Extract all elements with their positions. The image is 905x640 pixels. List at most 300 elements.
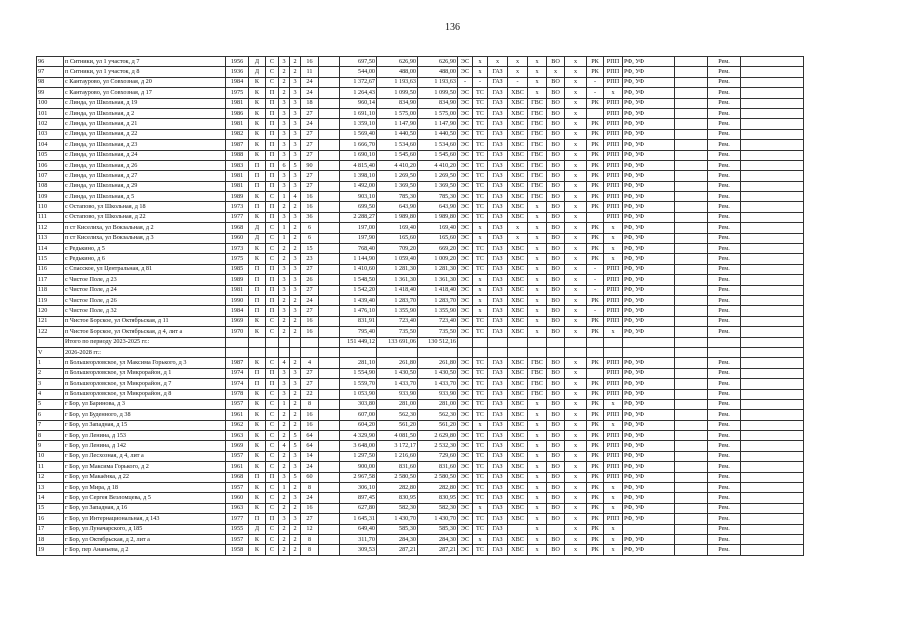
- cell-cold-water: ХВС: [508, 129, 528, 139]
- cell-repair-type: Рем.: [708, 77, 741, 87]
- cell-group: С: [266, 358, 279, 368]
- cell-total-area: 1 053,90: [340, 389, 377, 399]
- cell-roof-repair: РК: [587, 493, 604, 503]
- cell-cold-water: ХВС: [508, 202, 528, 212]
- cell-group: С: [266, 389, 279, 399]
- cell-sewerage: ВО: [547, 264, 565, 274]
- cell-cold-water: ХВС: [508, 181, 528, 191]
- cell-repair-type: Рем.: [708, 67, 741, 77]
- cell-note: [741, 441, 804, 451]
- cell-row-number: 104: [37, 140, 64, 150]
- table-row: [37, 337, 804, 347]
- cell-hot-water: х: [528, 399, 547, 409]
- cell-note: [741, 295, 804, 305]
- cell-note: [741, 399, 804, 409]
- cell-total-area: 1 542,20: [340, 285, 377, 295]
- cell-total-area: 197,90: [340, 233, 377, 243]
- table-row: [37, 462, 804, 472]
- cell-apartments: 27: [301, 306, 319, 316]
- cell-note: [741, 347, 804, 357]
- cell-floors: 2: [279, 493, 290, 503]
- cell-living-area: 830,95: [377, 493, 418, 503]
- cell-spare: [319, 545, 340, 555]
- cell-address: с Линда, ул Школьная, д 5: [64, 192, 226, 202]
- cell-repair-type: Рем.: [708, 295, 741, 305]
- cell-spare: [319, 202, 340, 212]
- cell-note: [741, 285, 804, 295]
- cell-funding-source: РФ, УФ: [623, 379, 675, 389]
- cell-row-number: 110: [37, 202, 64, 212]
- cell-wall-material: П: [249, 202, 266, 212]
- cell-funding-source: РФ, УФ: [623, 368, 675, 378]
- cell-sewerage: ВО: [547, 254, 565, 264]
- cell-row-number: 119: [37, 295, 64, 305]
- cell-residential-area: 1 147,90: [418, 119, 458, 129]
- cell-heating: х: [473, 295, 488, 305]
- cell-wall-material: [249, 337, 266, 347]
- cell-power-supply: ЭС: [458, 244, 473, 254]
- cell-living-area: 834,90: [377, 98, 418, 108]
- table-row: [37, 244, 804, 254]
- cell-apartments: 14: [301, 451, 319, 461]
- cell-sewerage: ВО: [547, 472, 565, 482]
- cell-spare-2: [675, 244, 708, 254]
- cell-living-area: 1 534,60: [377, 140, 418, 150]
- cell-heating: ТС: [473, 98, 488, 108]
- cell-floors: 3: [279, 108, 290, 118]
- cell-cold-water: ХВС: [508, 503, 528, 513]
- cell-wall-material: К: [249, 254, 266, 264]
- cell-sewerage: ВО: [547, 389, 565, 399]
- cell-funding-source: РФ, УФ: [623, 223, 675, 233]
- cell-funding-source: РФ, УФ: [623, 150, 675, 160]
- cell-residential-area: 284,30: [418, 534, 458, 544]
- cell-note: [741, 171, 804, 181]
- cell-spare: [319, 140, 340, 150]
- cell-build-year: 1981: [226, 285, 249, 295]
- cell-residential-area: 1 418,40: [418, 285, 458, 295]
- cell-build-year: 1977: [226, 212, 249, 222]
- cell-note: [741, 545, 804, 555]
- cell-facade-repair: РПП: [604, 171, 623, 181]
- cell-spare-2: [675, 503, 708, 513]
- cell-group: П: [266, 306, 279, 316]
- cell-gas: ГАЗ: [488, 67, 508, 77]
- cell-cold-water: ХВС: [508, 316, 528, 326]
- cell-facade-repair: РПП: [604, 410, 623, 420]
- cell-funding-source: РФ, УФ: [623, 295, 675, 305]
- cell-note: [741, 150, 804, 160]
- cell-spare: [319, 441, 340, 451]
- cell-hot-water: х: [528, 410, 547, 420]
- cell-spare: [319, 379, 340, 389]
- cell-hot-water: х: [528, 483, 547, 493]
- cell-build-year: 1960: [226, 493, 249, 503]
- cell-build-year: 1973: [226, 244, 249, 254]
- cell-wall-material: К: [249, 410, 266, 420]
- cell-funding-source: РФ, УФ: [623, 202, 675, 212]
- cell-extra: х: [565, 545, 587, 555]
- cell-address: с Остапово, ул Школьная, д 22: [64, 212, 226, 222]
- cell-row-number: 8: [37, 431, 64, 441]
- cell-floors: 2: [279, 77, 290, 87]
- cell-address: с Кантаурово, ул Совхозная, д 20: [64, 77, 226, 87]
- cell-repair-type: Рем.: [708, 192, 741, 202]
- cell-floors: 1: [279, 223, 290, 233]
- cell-power-supply: ЭС: [458, 483, 473, 493]
- cell-note: [741, 140, 804, 150]
- cell-funding-source: РФ, УФ: [623, 264, 675, 274]
- cell-apartments: 60: [301, 472, 319, 482]
- cell-spare: [319, 181, 340, 191]
- cell-group: П: [266, 379, 279, 389]
- cell-note: [741, 57, 804, 67]
- cell-hot-water: [528, 347, 547, 357]
- cell-floors: 2: [279, 545, 290, 555]
- table-row: [37, 171, 804, 181]
- cell-roof-repair: -: [587, 285, 604, 295]
- cell-note: [741, 483, 804, 493]
- cell-power-supply: ЭС: [458, 327, 473, 337]
- cell-sewerage: [547, 347, 565, 357]
- cell-wall-material: К: [249, 483, 266, 493]
- cell-roof-repair: РК: [587, 441, 604, 451]
- cell-build-year: 1987: [226, 140, 249, 150]
- cell-total-area: 151 449,12: [340, 337, 377, 347]
- cell-cold-water: ХВС: [508, 431, 528, 441]
- cell-wall-material: К: [249, 389, 266, 399]
- cell-entrances: 3: [290, 306, 301, 316]
- table-row: [37, 379, 804, 389]
- cell-spare-2: [675, 285, 708, 295]
- cell-floors: 2: [279, 88, 290, 98]
- cell-group: С: [266, 545, 279, 555]
- cell-cold-water: ХВС: [508, 212, 528, 222]
- cell-apartments: 27: [301, 514, 319, 524]
- cell-group: С: [266, 451, 279, 461]
- cell-sewerage: ВО: [547, 57, 565, 67]
- cell-cold-water: -: [508, 77, 528, 87]
- cell-facade-repair: РПП: [604, 431, 623, 441]
- cell-heating: ТС: [473, 171, 488, 181]
- cell-living-area: 287,21: [377, 545, 418, 555]
- cell-repair-type: Рем.: [708, 57, 741, 67]
- cell-spare: [319, 244, 340, 254]
- cell-total-area: 2 288,27: [340, 212, 377, 222]
- cell-power-supply: ЭС: [458, 181, 473, 191]
- cell-total-area: 795,40: [340, 327, 377, 337]
- cell-power-supply: ЭС: [458, 534, 473, 544]
- cell-address: г Бор, ул Западная, д 15: [64, 420, 226, 430]
- cell-floors: [279, 337, 290, 347]
- cell-roof-repair: РК: [587, 431, 604, 441]
- cell-heating: х: [473, 306, 488, 316]
- cell-wall-material: П: [249, 275, 266, 285]
- cell-wall-material: К: [249, 503, 266, 513]
- cell-row-number: 109: [37, 192, 64, 202]
- cell-facade-repair: РПП: [604, 192, 623, 202]
- cell-wall-material: Д: [249, 57, 266, 67]
- cell-facade-repair: РПП: [604, 295, 623, 305]
- cell-build-year: 1983: [226, 160, 249, 170]
- cell-wall-material: К: [249, 316, 266, 326]
- cell-note: [741, 389, 804, 399]
- cell-repair-type: Рем.: [708, 129, 741, 139]
- cell-extra: х: [565, 264, 587, 274]
- cell-apartments: 18: [301, 98, 319, 108]
- cell-roof-repair: РК: [587, 98, 604, 108]
- cell-floors: 3: [279, 514, 290, 524]
- cell-roof-repair: -: [587, 77, 604, 87]
- cell-group: П: [266, 212, 279, 222]
- cell-cold-water: ХВС: [508, 441, 528, 451]
- cell-group: С: [266, 244, 279, 254]
- cell-group: П: [266, 275, 279, 285]
- cell-residential-area: 1 433,70: [418, 379, 458, 389]
- cell-living-area: 2 580,50: [377, 472, 418, 482]
- cell-row-number: 111: [37, 212, 64, 222]
- cell-roof-repair: [587, 337, 604, 347]
- cell-total-area: 900,00: [340, 462, 377, 472]
- cell-extra: х: [565, 67, 587, 77]
- cell-floors: 2: [279, 410, 290, 420]
- cell-entrances: 3: [290, 462, 301, 472]
- cell-note: [741, 160, 804, 170]
- cell-wall-material: К: [249, 212, 266, 222]
- cell-spare: [319, 88, 340, 98]
- cell-roof-repair: РК: [587, 327, 604, 337]
- cell-roof-repair: РК: [587, 524, 604, 534]
- cell-gas: ГАЗ: [488, 171, 508, 181]
- cell-heating: х: [473, 57, 488, 67]
- cell-wall-material: К: [249, 534, 266, 544]
- cell-living-area: 785,30: [377, 192, 418, 202]
- cell-living-area: 281,00: [377, 399, 418, 409]
- cell-living-area: 1 147,90: [377, 119, 418, 129]
- cell-address: п Ситники, ул 1 участок, д 7: [64, 57, 226, 67]
- cell-cold-water: ХВС: [508, 358, 528, 368]
- cell-address: п Большеорловское, ул Максима Горького, д 3: [64, 358, 226, 368]
- cell-spare-2: [675, 472, 708, 482]
- cell-heating: х: [473, 534, 488, 544]
- cell-power-supply: -: [458, 77, 473, 87]
- cell-residential-area: 585,30: [418, 524, 458, 534]
- cell-total-area: 311,70: [340, 534, 377, 544]
- cell-repair-type: Рем.: [708, 503, 741, 513]
- cell-repair-type: Рем.: [708, 389, 741, 399]
- cell-funding-source: РФ, УФ: [623, 389, 675, 399]
- cell-spare-2: [675, 67, 708, 77]
- cell-cold-water: х: [508, 57, 528, 67]
- cell-facade-repair: РПП: [604, 67, 623, 77]
- cell-power-supply: ЭС: [458, 441, 473, 451]
- cell-wall-material: К: [249, 119, 266, 129]
- cell-residential-area: 1 534,60: [418, 140, 458, 150]
- cell-group: П: [266, 150, 279, 160]
- cell-note: [741, 108, 804, 118]
- cell-hot-water: х: [528, 431, 547, 441]
- cell-row-number: 1: [37, 358, 64, 368]
- cell-gas: ГАЗ: [488, 181, 508, 191]
- cell-row-number: 18: [37, 534, 64, 544]
- cell-note: [741, 233, 804, 243]
- cell-build-year: 1957: [226, 534, 249, 544]
- cell-repair-type: Рем.: [708, 254, 741, 264]
- cell-note: [741, 77, 804, 87]
- cell-funding-source: РФ, УФ: [623, 358, 675, 368]
- cell-entrances: 3: [290, 285, 301, 295]
- cell-entrances: 3: [290, 212, 301, 222]
- cell-row-number: 115: [37, 254, 64, 264]
- cell-funding-source: РФ, УФ: [623, 451, 675, 461]
- cell-spare-2: [675, 389, 708, 399]
- cell-group: С: [266, 192, 279, 202]
- table-row: [37, 545, 804, 555]
- cell-address: с Чистое Поле, д 26: [64, 295, 226, 305]
- cell-cold-water: ХВС: [508, 399, 528, 409]
- cell-row-number: 12: [37, 472, 64, 482]
- cell-power-supply: ЭС: [458, 88, 473, 98]
- cell-build-year: [226, 347, 249, 357]
- cell-total-area: 1 476,10: [340, 306, 377, 316]
- cell-row-number: 114: [37, 244, 64, 254]
- cell-repair-type: Рем.: [708, 534, 741, 544]
- cell-repair-type: Рем.: [708, 514, 741, 524]
- cell-living-area: 709,20: [377, 244, 418, 254]
- cell-facade-repair: РПП: [604, 77, 623, 87]
- cell-living-area: 1 099,50: [377, 88, 418, 98]
- cell-power-supply: ЭС: [458, 171, 473, 181]
- cell-group: С: [266, 420, 279, 430]
- cell-wall-material: П: [249, 379, 266, 389]
- cell-facade-repair: [604, 337, 623, 347]
- table-row: [37, 57, 804, 67]
- cell-hot-water: х: [528, 254, 547, 264]
- cell-apartments: 90: [301, 160, 319, 170]
- cell-spare: [319, 399, 340, 409]
- cell-gas: ГАЗ: [488, 327, 508, 337]
- cell-build-year: 1958: [226, 545, 249, 555]
- cell-roof-repair: РК: [587, 223, 604, 233]
- cell-total-area: 1 264,43: [340, 88, 377, 98]
- cell-row-number: 5: [37, 399, 64, 409]
- cell-extra: х: [565, 202, 587, 212]
- cell-sewerage: ВО: [547, 181, 565, 191]
- cell-extra: х: [565, 524, 587, 534]
- cell-note: [741, 129, 804, 139]
- cell-sewerage: ВО: [547, 493, 565, 503]
- cell-hot-water: ГВС: [528, 108, 547, 118]
- table-row: [37, 108, 804, 118]
- cell-spare-2: [675, 483, 708, 493]
- cell-cold-water: ХВС: [508, 108, 528, 118]
- cell-extra: х: [565, 275, 587, 285]
- cell-row-number: 10: [37, 451, 64, 461]
- cell-facade-repair: РПП: [604, 441, 623, 451]
- cell-apartments: 8: [301, 545, 319, 555]
- cell-funding-source: РФ, УФ: [623, 431, 675, 441]
- cell-group: [266, 347, 279, 357]
- cell-row-number: 120: [37, 306, 64, 316]
- cell-cold-water: ХВС: [508, 483, 528, 493]
- cell-gas: ГАЗ: [488, 379, 508, 389]
- cell-build-year: 1986: [226, 108, 249, 118]
- cell-group: С: [266, 441, 279, 451]
- cell-living-area: 1 575,00: [377, 108, 418, 118]
- cell-spare: [319, 389, 340, 399]
- cell-gas: ГАЗ: [488, 399, 508, 409]
- cell-funding-source: РФ, УФ: [623, 181, 675, 191]
- cell-extra: х: [565, 129, 587, 139]
- cell-cold-water: ХВС: [508, 493, 528, 503]
- cell-floors: 2: [279, 451, 290, 461]
- cell-heating: ТС: [473, 399, 488, 409]
- cell-cold-water: ХВС: [508, 119, 528, 129]
- cell-floors: 4: [279, 358, 290, 368]
- cell-residential-area: 834,90: [418, 98, 458, 108]
- cell-residential-area: 1 099,50: [418, 88, 458, 98]
- cell-floors: 2: [279, 462, 290, 472]
- cell-repair-type: Рем.: [708, 327, 741, 337]
- cell-spare-2: [675, 212, 708, 222]
- cell-gas: ГАЗ: [488, 545, 508, 555]
- cell-row-number: 2: [37, 368, 64, 378]
- cell-group: С: [266, 77, 279, 87]
- cell-gas: ГАЗ: [488, 202, 508, 212]
- cell-address: с Линда, ул Школьная, д 26: [64, 160, 226, 170]
- cell-roof-repair: РК: [587, 358, 604, 368]
- cell-total-area: 1 439,40: [340, 295, 377, 305]
- cell-wall-material: П: [249, 171, 266, 181]
- cell-floors: [279, 347, 290, 357]
- cell-sewerage: ВО: [547, 483, 565, 493]
- cell-build-year: 1985: [226, 264, 249, 274]
- cell-group: С: [266, 462, 279, 472]
- cell-sewerage: ВО: [547, 295, 565, 305]
- cell-entrances: 3: [290, 451, 301, 461]
- cell-power-supply: ЭС: [458, 524, 473, 534]
- cell-residential-area: 2 629,80: [418, 431, 458, 441]
- cell-apartments: 24: [301, 119, 319, 129]
- cell-gas: ГАЗ: [488, 431, 508, 441]
- cell-floors: 2: [279, 327, 290, 337]
- cell-group: П: [266, 295, 279, 305]
- cell-hot-water: х: [528, 233, 547, 243]
- cell-living-area: 1 283,70: [377, 295, 418, 305]
- cell-heating: ТС: [473, 202, 488, 212]
- cell-cold-water: [508, 337, 528, 347]
- cell-gas: ГАЗ: [488, 295, 508, 305]
- table-row: [37, 119, 804, 129]
- cell-sewerage: ВО: [547, 316, 565, 326]
- cell-hot-water: х: [528, 493, 547, 503]
- cell-gas: ГАЗ: [488, 192, 508, 202]
- cell-build-year: [226, 337, 249, 347]
- cell-extra: х: [565, 160, 587, 170]
- cell-power-supply: ЭС: [458, 431, 473, 441]
- cell-row-number: 9: [37, 441, 64, 451]
- cell-gas: ГАЗ: [488, 410, 508, 420]
- cell-facade-repair: РПП: [604, 202, 623, 212]
- cell-hot-water: ГВС: [528, 181, 547, 191]
- cell-hot-water: х: [528, 514, 547, 524]
- cell-total-area: 1 666,70: [340, 140, 377, 150]
- cell-funding-source: РФ, УФ: [623, 420, 675, 430]
- cell-facade-repair: РПП: [604, 98, 623, 108]
- cell-entrances: 2: [290, 420, 301, 430]
- cell-total-area: 699,50: [340, 202, 377, 212]
- cell-entrances: 3: [290, 119, 301, 129]
